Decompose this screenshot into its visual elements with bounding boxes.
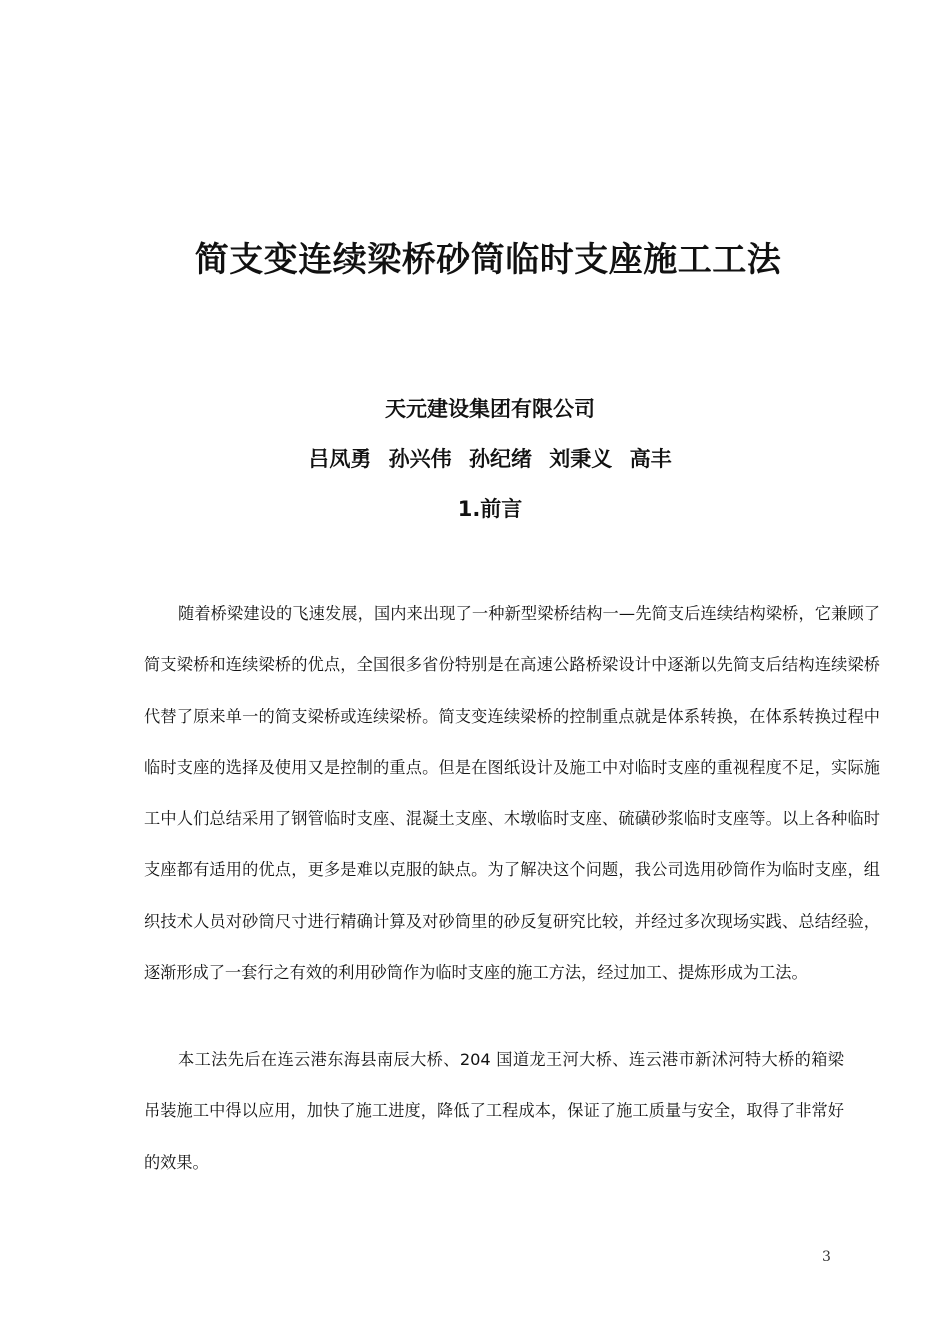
author-list: 吕凤勇 孙兴伟 孙纪绪 刘秉义 高丰 [308, 447, 672, 471]
company-name: 天元建设集团有限公司 [385, 397, 595, 421]
document-title: 简支变连续梁桥砂筒临时支座施工工法 [194, 240, 782, 280]
page-number: 3 [822, 1249, 831, 1265]
body-paragraph: 本工法先后在连云港东海县南辰大桥、204 国道龙王河大桥、连云港市新沭河特大桥的箱梁吊装施工中得以应用，加快了施工进度，降低了工程成本，保证了施工质量与安全，取得了非常好的效果。 [144, 1050, 844, 1172]
body-paragraph: 随着桥梁建设的飞速发展，国内来出现了一种新型梁桥结构一—先简支后连续结构梁桥，它兼顾了简支梁桥和连续梁桥的优点，全国很多省份特别是在高速公路桥梁设计中逐渐以先简支后结构连续梁桥代替了原来单一的简支梁桥或连续梁桥。简支变连续梁桥的控制重点就是体系转换，在体系转换过程中临时支座的选择及使用又是控制的重点。但是在图纸设计及施工中对临时支座的重视程度不足，实际施工中人们总结采用了钢管临时支座、混凝土支座、木墩临时支座、硫磺砂浆临时支座等。以上各种临时支座都有适用的优点，更多是难以克服的缺点。为了解决这个问题，我公司选用砂筒作为临时支座，组织技术人员对砂筒尺寸进行精确计算及对砂筒里的砂反复研究比较，并经过多次现场实践、总结经验，逐渐形成了一套行之有效的利用砂筒作为临时支座的施工方法，经过加工、提炼形成为工法。 [144, 604, 880, 983]
section-heading: 1.前言 [457, 497, 523, 521]
